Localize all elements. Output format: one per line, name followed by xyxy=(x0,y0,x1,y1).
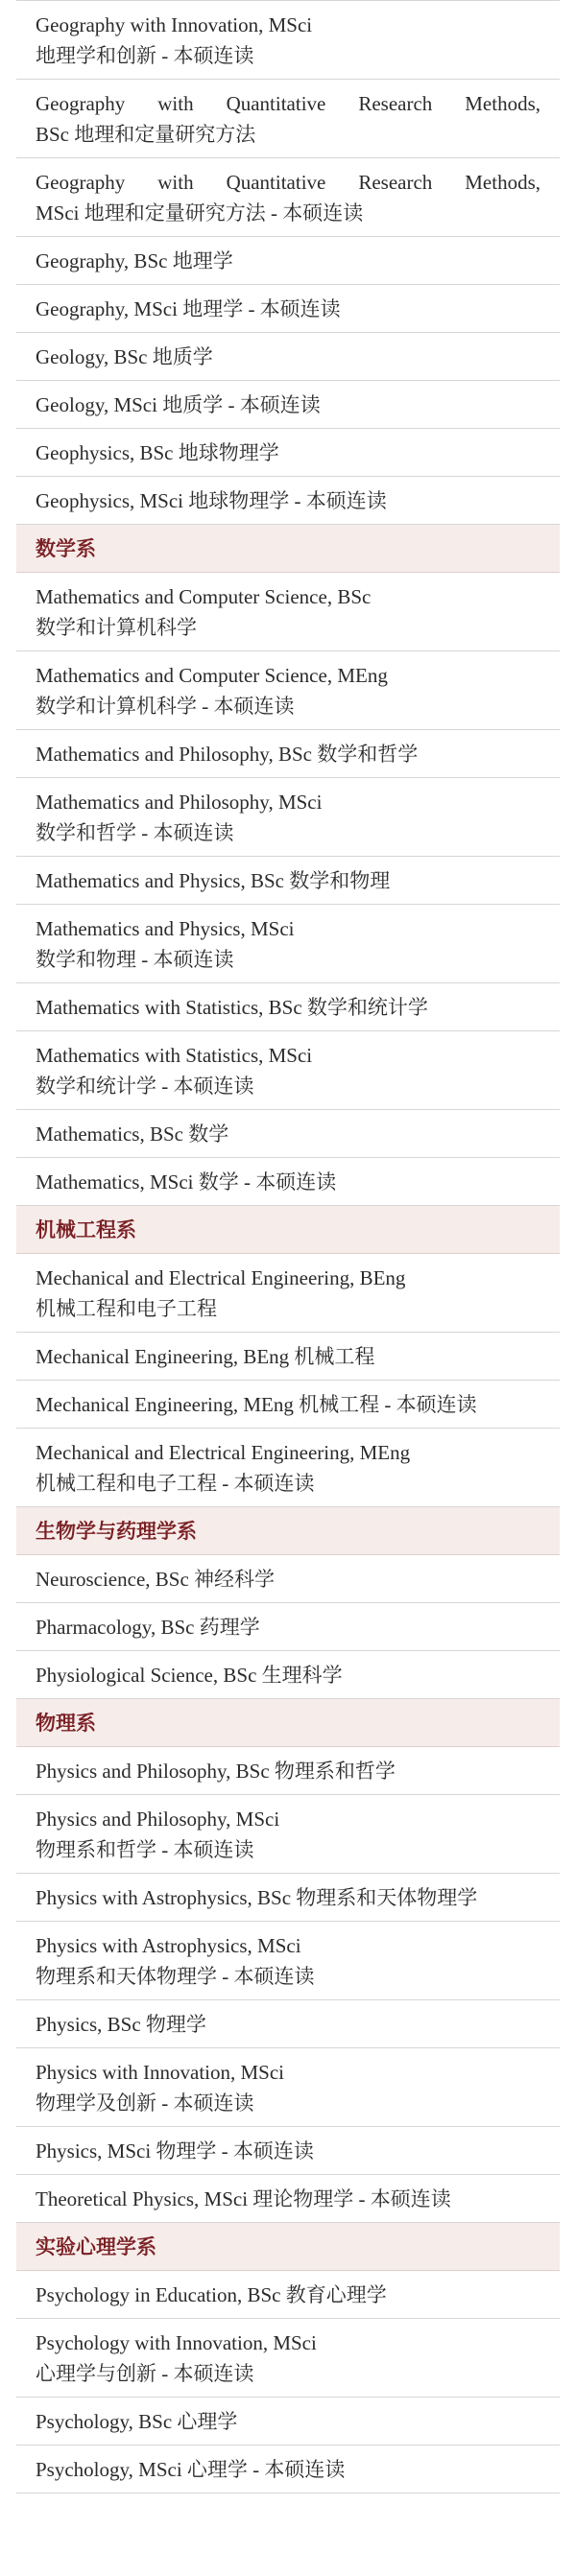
course-name: Theoretical Physics, MSci 理论物理学 - 本硕连读 xyxy=(36,2186,451,2210)
course-name-continued: 数学和哲学 - 本硕连读 xyxy=(36,820,234,844)
course-row xyxy=(16,1254,560,1333)
course-name: Physics and Philosophy, MSci xyxy=(36,1807,280,1831)
course-row xyxy=(16,1031,560,1110)
course-name-continued: 物理系和天体物理学 - 本硕连读 xyxy=(36,1964,315,1988)
course-name: Mathematics and Philosophy, BSc 数学和哲学 xyxy=(36,742,419,766)
course-name: Physiological Science, BSc 生理科学 xyxy=(36,1663,343,1687)
course-name-continued: BSc 地理和定量研究方法 xyxy=(36,122,256,146)
course-row xyxy=(16,381,560,429)
section-header xyxy=(16,1699,560,1747)
course-name: Physics with Astrophysics, BSc 物理系和天体物理学 xyxy=(36,1885,478,1909)
course-row xyxy=(16,905,560,983)
course-name: Mathematics, BSc 数学 xyxy=(36,1122,229,1146)
course-row xyxy=(16,2175,560,2223)
course-name: Geography with Innovation, MSci xyxy=(36,12,313,36)
course-row xyxy=(16,237,560,285)
course-name: Mathematics and Computer Science, MEng xyxy=(36,663,388,687)
course-row xyxy=(16,285,560,333)
course-row xyxy=(16,1874,560,1922)
course-row xyxy=(16,1110,560,1158)
course-name: Mechanical and Electrical Engineering, BEng xyxy=(36,1265,406,1289)
course-name-continued: 数学和统计学 - 本硕连读 xyxy=(36,1074,254,1098)
course-row xyxy=(16,1555,560,1603)
course-row xyxy=(16,429,560,477)
course-name: Psychology, MSci 心理学 - 本硕连读 xyxy=(36,2457,346,2481)
course-name: Psychology, BSc 心理学 xyxy=(36,2409,238,2433)
course-row xyxy=(16,1,560,80)
course-name-continued: MSci 地理和定量研究方法 - 本硕连读 xyxy=(36,201,364,225)
course-row xyxy=(16,857,560,905)
course-table xyxy=(16,0,560,2493)
course-name-continued: 物理学及创新 - 本硕连读 xyxy=(36,2091,254,2115)
course-row xyxy=(16,2000,560,2048)
course-row xyxy=(16,1381,560,1429)
course-list-page xyxy=(16,0,560,2576)
course-row xyxy=(16,1651,560,1699)
course-row xyxy=(16,1158,560,1206)
course-name-continued: 机械工程和电子工程 xyxy=(36,1296,217,1320)
course-name-continued: 物理系和哲学 - 本硕连读 xyxy=(36,1837,254,1861)
section-header xyxy=(16,1507,560,1555)
course-name: Mechanical and Electrical Engineering, MEng xyxy=(36,1440,411,1464)
course-name: Psychology with Innovation, MSci xyxy=(36,2330,317,2354)
section-title: 机械工程系 xyxy=(36,1217,136,1241)
course-name: Mathematics, MSci 数学 - 本硕连读 xyxy=(36,1170,337,1193)
course-name-continued: 数学和计算机科学 xyxy=(36,615,197,639)
course-row xyxy=(16,2319,560,2398)
course-row xyxy=(16,2048,560,2127)
course-name: Neuroscience, BSc 神经科学 xyxy=(36,1567,276,1591)
course-row xyxy=(16,778,560,857)
course-row xyxy=(16,2398,560,2446)
course-name-continued: 地理学和创新 - 本硕连读 xyxy=(36,43,254,67)
course-row xyxy=(16,983,560,1031)
section-header xyxy=(16,525,560,573)
course-name: Mechanical Engineering, MEng 机械工程 - 本硕连读 xyxy=(36,1392,477,1416)
course-name: Geography with Quantitative Research Methods, xyxy=(36,170,540,194)
section-title: 生物学与药理学系 xyxy=(36,1519,197,1543)
course-name: Geography, BSc 地理学 xyxy=(36,248,233,272)
course-name-continued: 数学和物理 - 本硕连读 xyxy=(36,947,234,971)
course-row xyxy=(16,2446,560,2493)
course-row xyxy=(16,80,560,158)
section-header xyxy=(16,2223,560,2271)
section-title: 物理系 xyxy=(36,1711,96,1735)
course-name: Physics, BSc 物理学 xyxy=(36,2012,206,2036)
course-row xyxy=(16,333,560,381)
course-name: Mathematics and Philosophy, MSci xyxy=(36,790,323,814)
course-name: Geography, MSci 地理学 - 本硕连读 xyxy=(36,296,341,320)
course-row xyxy=(16,1603,560,1651)
course-row xyxy=(16,573,560,651)
course-row xyxy=(16,158,560,237)
course-name: Psychology in Education, BSc 教育心理学 xyxy=(36,2282,387,2306)
course-row xyxy=(16,1795,560,1874)
course-row xyxy=(16,1922,560,2000)
course-row xyxy=(16,2271,560,2319)
course-name: Mathematics with Statistics, BSc 数学和统计学 xyxy=(36,995,428,1019)
course-row xyxy=(16,651,560,730)
course-name: Physics with Astrophysics, MSci xyxy=(36,1933,301,1957)
course-name: Pharmacology, BSc 药理学 xyxy=(36,1615,260,1639)
course-name: Physics, MSci 物理学 - 本硕连读 xyxy=(36,2139,314,2162)
course-row xyxy=(16,2127,560,2175)
course-row xyxy=(16,1429,560,1507)
course-name: Geology, MSci 地质学 - 本硕连读 xyxy=(36,392,321,416)
course-name: Geophysics, BSc 地球物理学 xyxy=(36,440,279,464)
course-name: Physics with Innovation, MSci xyxy=(36,2060,285,2084)
section-title: 实验心理学系 xyxy=(36,2234,156,2258)
course-name: Physics and Philosophy, BSc 物理系和哲学 xyxy=(36,1759,396,1783)
course-row xyxy=(16,1333,560,1381)
course-name: Mathematics and Physics, BSc 数学和物理 xyxy=(36,868,391,892)
course-name: Mathematics and Computer Science, BSc xyxy=(36,584,372,608)
course-row xyxy=(16,477,560,525)
course-name-continued: 数学和计算机科学 - 本硕连读 xyxy=(36,694,295,718)
course-name: Geophysics, MSci 地球物理学 - 本硕连读 xyxy=(36,488,387,512)
section-title: 数学系 xyxy=(36,536,96,560)
course-row xyxy=(16,730,560,778)
course-name-continued: 机械工程和电子工程 - 本硕连读 xyxy=(36,1471,315,1495)
course-name-continued: 心理学与创新 - 本硕连读 xyxy=(36,2361,254,2385)
course-name: Mathematics and Physics, MSci xyxy=(36,916,295,940)
course-name: Geography with Quantitative Research Methods, xyxy=(36,91,540,115)
course-name: Geology, BSc 地质学 xyxy=(36,344,213,368)
course-row xyxy=(16,1747,560,1795)
course-name: Mathematics with Statistics, MSci xyxy=(36,1043,313,1067)
course-name: Mechanical Engineering, BEng 机械工程 xyxy=(36,1344,375,1368)
section-header xyxy=(16,1206,560,1254)
